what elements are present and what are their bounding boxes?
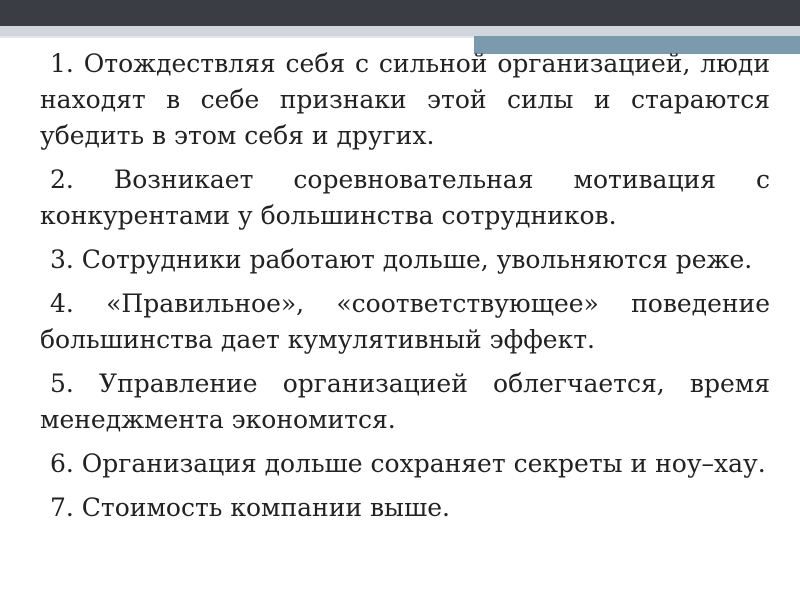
list-item-1: 1. Отождествляя себя с сильной организацией, люди находят в себе признаки этой силы и стараются убедить в этом себя и других.: [40, 49, 770, 150]
list-item-4: 4. «Правильное», «соответствующее» поведение большинства дает кумулятивный эффект.: [40, 289, 770, 354]
slide-accent-line: [0, 36, 474, 38]
slide-body: [40, 46, 770, 534]
slide-header-bar: [0, 0, 800, 26]
slide-header-stripe: [0, 26, 800, 36]
list-item-2: 2. Возникает соревновательная мотивация с конкурентами у большинства сотрудников.: [40, 165, 770, 230]
list-item-6: 6. Организация дольше сохраняет секреты и ноу–хау.: [50, 449, 766, 478]
list-item-3: 3. Сотрудники работают дольше, увольняются реже.: [50, 245, 753, 274]
list-item-5: 5. Управление организацией облегчается, время менеджмента экономится.: [40, 369, 770, 434]
list-item-7: 7. Стоимость компании выше.: [50, 493, 450, 522]
